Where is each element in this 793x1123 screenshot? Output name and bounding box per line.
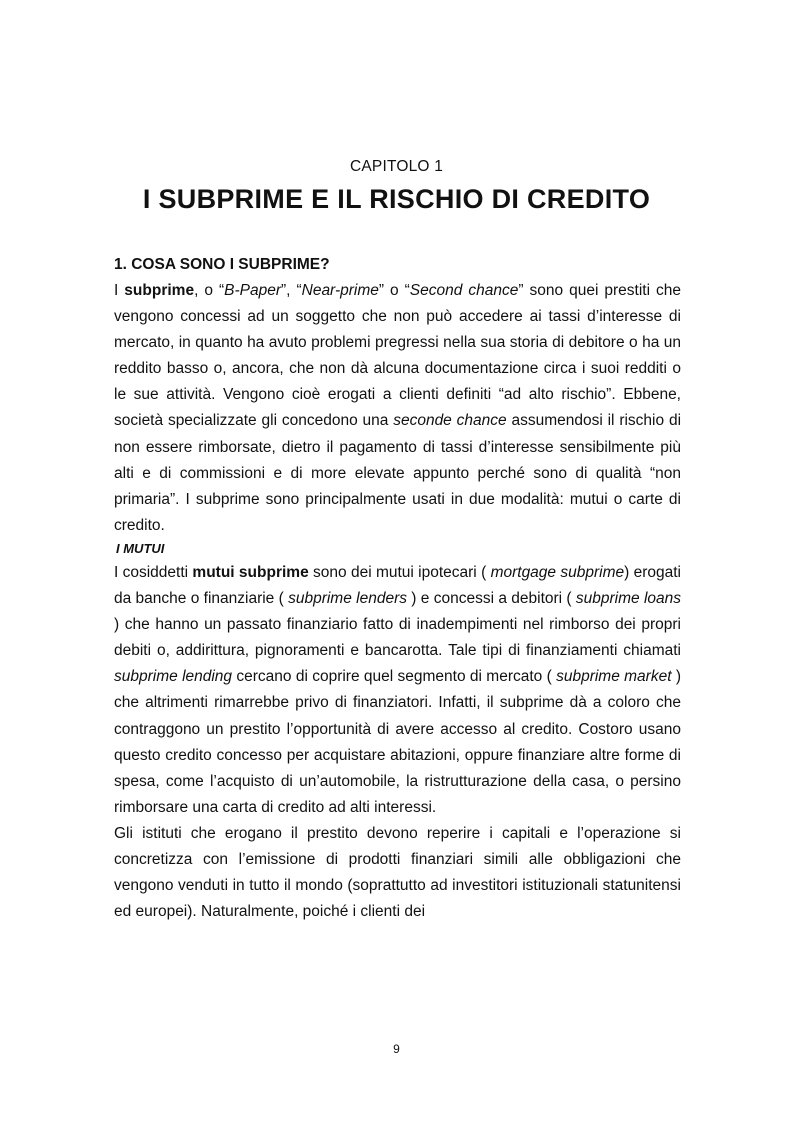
text-run: assumendosi il rischio di non essere rimborsate, dietro il pagamento di tassi d’interesse sensibilmente più alti e di commissioni e di more elevate appunto perché sono di qualità “non primaria”. I subprime sono principalmente usati in due modalità: mutui o carte di credito.	[114, 412, 682, 534]
section-heading: 1. COSA SONO I SUBPRIME?	[114, 256, 330, 273]
text-run: sono dei mutui ipotecari (	[308, 563, 491, 581]
italic-term: subprime loans	[575, 590, 682, 608]
text-run: Gli istituti che erogano il prestito devono reperire i capitali e l’operazione si concretizza con l’emissione di prodotti finanziari simili alle obbligazioni che vengono venduti in tutto il mondo (soprattutto ad investitori istituzionali statunitensi ed europei). Naturalmente, poiché i clienti dei	[114, 824, 681, 921]
paragraph-istituti	[114, 821, 681, 925]
chapter-label: CAPITOLO 1	[349, 158, 444, 175]
italic-term: B-Paper	[224, 282, 281, 299]
text-run: I cosiddetti	[114, 563, 193, 581]
italic-term: Second chance	[409, 282, 519, 299]
italic-term: subprime lending	[114, 668, 233, 686]
text-run: ) e concessi a debitori (	[407, 590, 576, 608]
italic-term: Near-prime	[301, 282, 379, 299]
text-run: , o “	[194, 282, 225, 299]
page-number: 9	[393, 1042, 400, 1056]
bold-term: mutui subprime	[192, 563, 309, 581]
italic-term: mortgage subprime	[490, 563, 625, 581]
text-run: ) che altrimenti rimarrebbe privo di finanziatori. Infatti, il subprime dà a coloro che contraggono un prestito l’opportunità di avere accesso al credito. Costoro usano questo credito concesso per acquistare abitazioni, oppure finanziare altre forme di spesa, come l’acquisto di un’automobile, la ristrutturazione della casa, o persino rimborsare una carta di credito ad alti interessi.	[114, 668, 681, 816]
italic-term: seconde chance	[393, 412, 507, 430]
text-run: cercano di coprire quel segmento di mercato (	[232, 668, 557, 686]
italic-term: subprime lenders	[288, 590, 407, 608]
bold-term: subprime	[124, 282, 195, 299]
paragraph-mutui	[114, 560, 681, 821]
text-run: ”, “	[281, 282, 302, 299]
italic-term: subprime market	[556, 668, 672, 686]
text-run: ) erogati da banche o finanziarie (	[114, 563, 681, 608]
paragraph-intro	[114, 278, 681, 539]
chapter-title: I SUBPRIME E IL RISCHIO DI CREDITO	[142, 184, 651, 214]
text-run: ) che hanno un passato finanziario fatto di inadempimenti nel rimborso dei propri debiti o, addirittura, pignoramenti e bancarotta. Tale tipi di finanziamenti chiamati	[114, 616, 681, 660]
body-text	[114, 252, 681, 925]
text-run: ” sono quei prestiti che vengono concessi ad un soggetto che non può accedere ai tassi d’interesse di mercato, in quanto ha avuto problemi pregressi nella sua storia di debitore o ha un reddito basso o, ancora, che non dà alcuna documentazione circa i suoi redditi o le sue attività. Vengono cioè erogati a clienti definiti “ad alto rischio”. Ebbene, società specializzate gli concedono una	[114, 282, 682, 430]
subheading-mutui: I MUTUI	[116, 540, 165, 556]
text-run: I	[114, 282, 125, 299]
text-run: ” o “	[378, 282, 410, 299]
